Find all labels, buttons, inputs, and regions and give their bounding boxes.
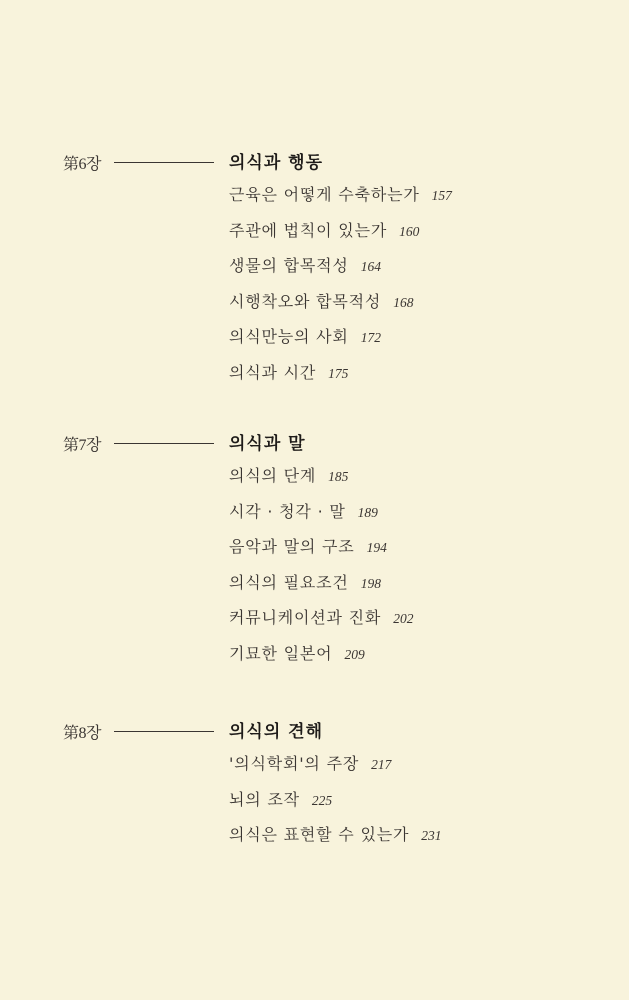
toc-entry bbox=[229, 319, 452, 355]
toc-entry bbox=[229, 782, 441, 818]
toc-entry bbox=[229, 636, 413, 672]
toc-entry-page: 164 bbox=[360, 259, 381, 275]
toc-entry-title: 의식과 시간 bbox=[229, 362, 317, 382]
toc-entry-title: 커뮤니케이션과 진화 bbox=[229, 608, 382, 628]
chapter-label: 第6장 bbox=[63, 156, 101, 173]
toc-entry bbox=[229, 248, 452, 284]
chapter-6 bbox=[0, 143, 629, 382]
toc-entry bbox=[229, 746, 441, 782]
toc-entry-page: 189 bbox=[357, 504, 378, 520]
toc-entry-page: 160 bbox=[399, 223, 420, 239]
toc-entry-page: 209 bbox=[344, 646, 365, 662]
toc-entry-page: 231 bbox=[421, 828, 442, 844]
chapter-label: 第8장 bbox=[63, 725, 101, 742]
toc-entry-page: 194 bbox=[366, 540, 387, 556]
chapter-title: 의식의 견해 bbox=[229, 722, 324, 742]
toc-entry-title: 기묘한 일본어 bbox=[229, 643, 333, 663]
chapter-heading bbox=[0, 424, 629, 458]
chapter-7 bbox=[0, 424, 629, 663]
chapter-heading bbox=[0, 712, 629, 746]
toc-entry bbox=[229, 529, 413, 565]
toc-entry bbox=[229, 565, 413, 601]
chapter-heading bbox=[0, 143, 629, 177]
toc-entry-title: 뇌의 조작 bbox=[229, 789, 300, 809]
toc-entry-list bbox=[229, 458, 413, 672]
toc-entry-title: 의식의 단계 bbox=[229, 466, 317, 485]
toc-entry-page: 168 bbox=[393, 294, 414, 310]
toc-entry-page: 185 bbox=[328, 469, 349, 484]
toc-entry-list bbox=[229, 746, 441, 853]
toc-entry-title: 음악과 말의 구조 bbox=[229, 537, 355, 557]
chapter-divider-line bbox=[114, 443, 214, 444]
toc-entry-page: 198 bbox=[360, 575, 381, 591]
toc-entry-title: 의식의 필요조건 bbox=[229, 572, 349, 592]
chapter-label: 第7장 bbox=[63, 437, 101, 454]
toc-entry bbox=[229, 284, 452, 320]
toc-entry-list bbox=[229, 177, 452, 391]
chapter-8 bbox=[0, 712, 629, 845]
toc-entry bbox=[229, 213, 452, 249]
chapter-title: 의식과 행동 bbox=[229, 153, 324, 173]
toc-entry-title: 의식만능의 사회 bbox=[229, 327, 349, 347]
toc-entry-page: 225 bbox=[311, 792, 333, 808]
toc-entry bbox=[229, 494, 413, 530]
toc-entry bbox=[229, 817, 441, 853]
toc-entry-title: 시행착오와 합목적성 bbox=[229, 291, 382, 311]
toc-entry bbox=[229, 177, 452, 213]
toc-entry-title: '의식학회'의 주장 bbox=[229, 754, 360, 773]
toc-entry bbox=[229, 355, 452, 391]
toc-entry-page: 217 bbox=[371, 757, 392, 772]
toc-entry-page: 202 bbox=[393, 611, 414, 627]
toc-entry-page: 157 bbox=[431, 188, 452, 203]
toc-entry-page: 175 bbox=[328, 365, 349, 381]
chapter-divider-line bbox=[114, 731, 214, 732]
chapter-divider-line bbox=[114, 162, 214, 163]
toc-entry-page: 172 bbox=[360, 330, 381, 346]
toc-entry-title: 주관에 법칙이 있는가 bbox=[229, 220, 388, 240]
toc-entry-title: 의식은 표현할 수 있는가 bbox=[229, 825, 410, 845]
toc-entry-title: 시각 · 청각 · 말 bbox=[229, 501, 346, 521]
toc-entry-title: 근육은 어떻게 수축하는가 bbox=[229, 185, 420, 204]
toc-entry-title: 생물의 합목적성 bbox=[229, 256, 349, 276]
chapter-title: 의식과 말 bbox=[229, 434, 306, 454]
toc-entry bbox=[229, 600, 413, 636]
toc-entry bbox=[229, 458, 413, 494]
